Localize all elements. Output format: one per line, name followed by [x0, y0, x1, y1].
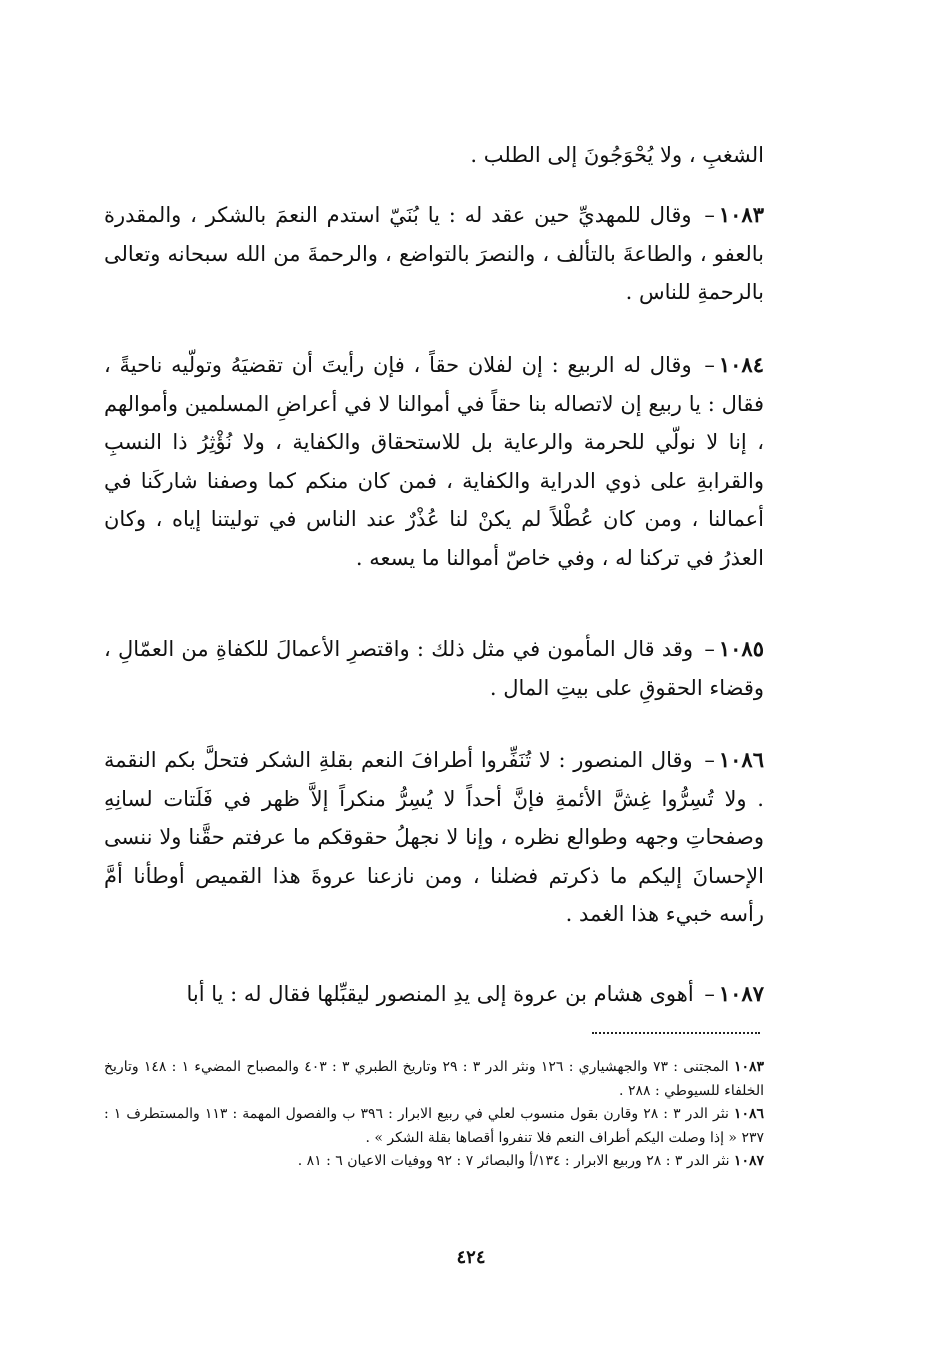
paragraph-number: ١٠٨٦	[718, 747, 764, 772]
footnote-number: ١٠٨٧	[733, 1153, 764, 1169]
page-number: ٤٢٤	[456, 1247, 486, 1268]
footnote-number: ١٠٨٣	[733, 1059, 765, 1075]
footnote-separator	[592, 1032, 760, 1034]
paragraph-1084	[104, 346, 764, 577]
paragraph-text: وقد قال المأمون في مثل ذلك : واقتصرِ الأعمالَ للكفاةِ من العمّالِ ، وقضاء الحقوقِ على بيتِ المال .	[104, 637, 764, 700]
paragraph-1083	[104, 196, 764, 312]
paragraph-number: ١٠٨٥	[718, 636, 764, 661]
paragraph-number: ١٠٨٤	[718, 352, 764, 377]
paragraph-dash: –	[704, 353, 715, 377]
footnote-text: المجتنى : ٧٣ والجهشياري : ١٢٦ ونثر الدر ٣ : ٢٩ وتاريخ الطبري ٣ : ٤٠٣ والمصباح المضيء ١ : ١٤٨ وتاريخ الخلفاء للسيوطي : ٢٨٨ .	[104, 1059, 764, 1099]
footnote-1086	[104, 1103, 764, 1150]
paragraph-dash: –	[704, 203, 715, 227]
paragraph-number: ١٠٨٧	[718, 981, 764, 1006]
paragraph-text: الشغبِ ، ولا يُحْوَجُونَ إلى الطلب .	[470, 143, 764, 167]
paragraph-text: أهوى هشام بن عروة إلى يدِ المنصور ليقبِّلها فقال له : يا أبا	[186, 982, 694, 1006]
paragraph-dash: –	[704, 748, 715, 772]
paragraph-dash: –	[704, 982, 715, 1006]
footnote-text: نثر الدر ٣ : ٢٨ وربيع الابرار : ١٣٤/أ والبصائر ٧ : ٩٢ ووفيات الاعيان ٦ : ٨١ .	[297, 1153, 730, 1169]
paragraph-1082-continuation	[104, 136, 764, 175]
footnote-1083	[104, 1056, 764, 1103]
footnotes	[104, 1056, 764, 1174]
footnote-1087	[104, 1150, 764, 1174]
paragraph-dash: –	[704, 637, 715, 661]
paragraph-number: ١٠٨٣	[718, 202, 764, 227]
paragraph-1086	[104, 741, 764, 934]
paragraph-text: وقال له الربيع : إن لفلان حقاً ، فإن رأيتَ أن تقضيَهُ وتولّيه ناحيةً ، فقال : يا ربيع إن لاتصاله بنا حقاً في أموالنا لا في أعراضِ المسلمين وأموالهم ، إنا لا نولّي للحرمة والرعاية بل للاستحقاق والكفاية ، ولا نُؤْثِرُ ذا النسبِ والقرابةِ على ذوي الدراية والكفاية ، فمن كان منكم كما وصفنا شاركَنا في أعمالنا ، ومن كان عُطْلاً لم يكنْ لنا عُذْرٌ عند الناس في توليتنا إياه ، وكان العذرُ في تركنا له ، وفي خاصّ أموالنا ما يسعه .	[104, 353, 764, 570]
paragraph-text: وقال المنصور : لا تُنَفِّروا أطرافَ النعم بقلةِ الشكر فتحلَّ بكم النقمة . ولا تُسِرُّوا غِشَّ الأئمةِ فإنَّ أحداً لا يُسِرُّ منكراً إلاَّ ظهر في فَلَتات لسانِهِ وصفحاتِ وجهه وطوالع نظره ، وإنا لا نجهلُ حقوقكم ما عرفتم حقَّنا ولا ننسى الإحسانَ إليكم ما ذكرتم فضلنا ، ومن نازعنا عروةَ هذا القميص أوطأنا أمَّ رأسه خبيء هذا الغمد .	[104, 748, 764, 926]
paragraph-1085	[104, 630, 764, 707]
footnote-number: ١٠٨٦	[733, 1106, 764, 1122]
footnote-text: نثر الدر ٣ : ٢٨ وقارن بقول منسوب لعلي في ربيع الابرار : ٣٩٦ ب والفصول المهمة : ١١٣ والمستطرف ١ : ٢٣٧ « إذا وصلت اليكم أطراف النعم فلا تنفروا أقصاها بقلة الشكر » .	[104, 1106, 764, 1146]
paragraph-text: وقال للمهديِّ حين عقد له : يا بُنَيّ استدم النعمَ بالشكر ، والمقدرة بالعفو ، والطاعةَ بالتألف ، والنصرَ بالتواضع ، والرحمةَ من الله سبحانه وتعالى بالرحمةِ للناس .	[104, 203, 764, 304]
paragraph-1087	[104, 975, 764, 1014]
